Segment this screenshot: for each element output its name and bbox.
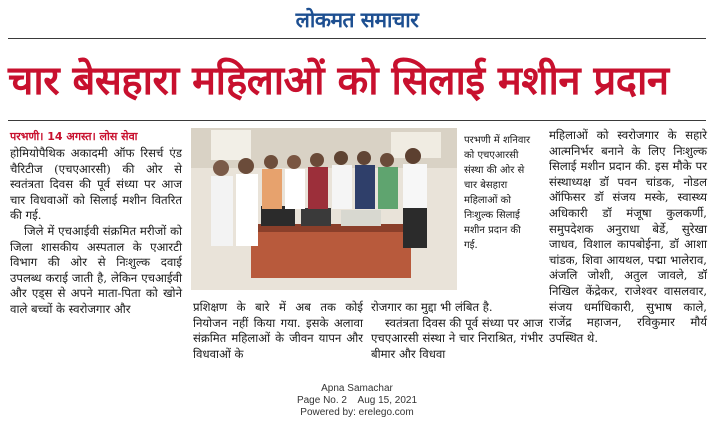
article-column-3 [371, 300, 543, 362]
article-column-1 [10, 146, 182, 318]
headline-rule [8, 120, 706, 121]
masthead [0, 6, 714, 34]
paragraph: जिले में एचआईवी संक्रमित मरीजों को जिला शासकीय अस्पताल के एआरटी विभाग की ओर से निःशुल्क दवाई उपलब्ध कराई जाती है, लेकिन एचआईवी और एड्स से अपने माता-पिता को खोने वाले बच्चों के स्वरोजगार और [10, 223, 182, 316]
photo-caption: परभणी में शनिवार को एचएआरसी संस्था की ओर से चार बेसहारा महिलाओं को निःशुल्क सिलाई मशीन प्रदान की गई. [464, 135, 531, 251]
paragraph: रोजगार का मुद्दा भी लंबित है. [371, 300, 493, 314]
article-photo [191, 128, 457, 290]
footer-page-date: Page No. 2 Aug 15, 2021 [296, 395, 418, 406]
newspaper-logo: लोकमत समाचार [295, 8, 419, 32]
paragraph: प्रशिक्षण के बारे में अब तक कोई नियोजन नहीं किया गया. इसके अलावा संक्रमित महिलाओं के जीवन यापन और विधवाओं के [193, 300, 363, 361]
dateline: परभणी। 14 अगस्त। लोस सेवा [10, 130, 138, 143]
article-column-2 [193, 300, 363, 362]
article-column-4 [549, 128, 707, 346]
page-footer [0, 383, 714, 419]
paragraph: होमियोपैथिक अकादमी ऑफ रिसर्च एंड चैरिटीज (एचएआरसी) की ओर से स्वतंत्रता दिवस की पूर्व संध्या पर आज चार विधवाओं को सिलाई मशीन वितरित की गई. [10, 146, 182, 223]
headline: चार बेसहारा महिलाओं को सिलाई मशीन प्रदान [8, 58, 669, 104]
paragraph: महिलाओं को स्वरोजगार के सहारे आत्मनिर्भर बनाने के लिए निःशुल्क सिलाई मशीन प्रदान की. इस मौके पर संस्थाध्यक्ष डॉ पवन चांडक, नोडल ऑफिसर डॉ संजय मस्के, स्वास्थ्य अधिकारी डॉ मंजूषा कुलकर्णी, समुपदेशक अनुराधा बेर्डे, सुरेखा जाधव, विशाल कापबोईना, डॉ आशा चांडक, शिवा आयथल, पद्मा भालेराव, अंजलि जोशी, अतुल जावले, डॉ निखिल केंद्रेकर, राजेश्वर वासलवार, संजय धर्माधिकारी, सुभाष काले, राजेंद्र महाजन, रविकुमार मौर्य उपस्थित थे. [549, 128, 707, 345]
footer-publication: Apna Samachar [321, 383, 393, 394]
group-photo-illustration [191, 128, 457, 290]
footer-powered-by: Powered by: erelego.com [300, 407, 414, 418]
paragraph: स्वतंत्रता दिवस की पूर्व संध्या पर आज एचएआरसी संस्था ने चार निराश्रित, गंभीर बीमार और विधवा [371, 315, 543, 361]
masthead-rule [8, 38, 706, 39]
